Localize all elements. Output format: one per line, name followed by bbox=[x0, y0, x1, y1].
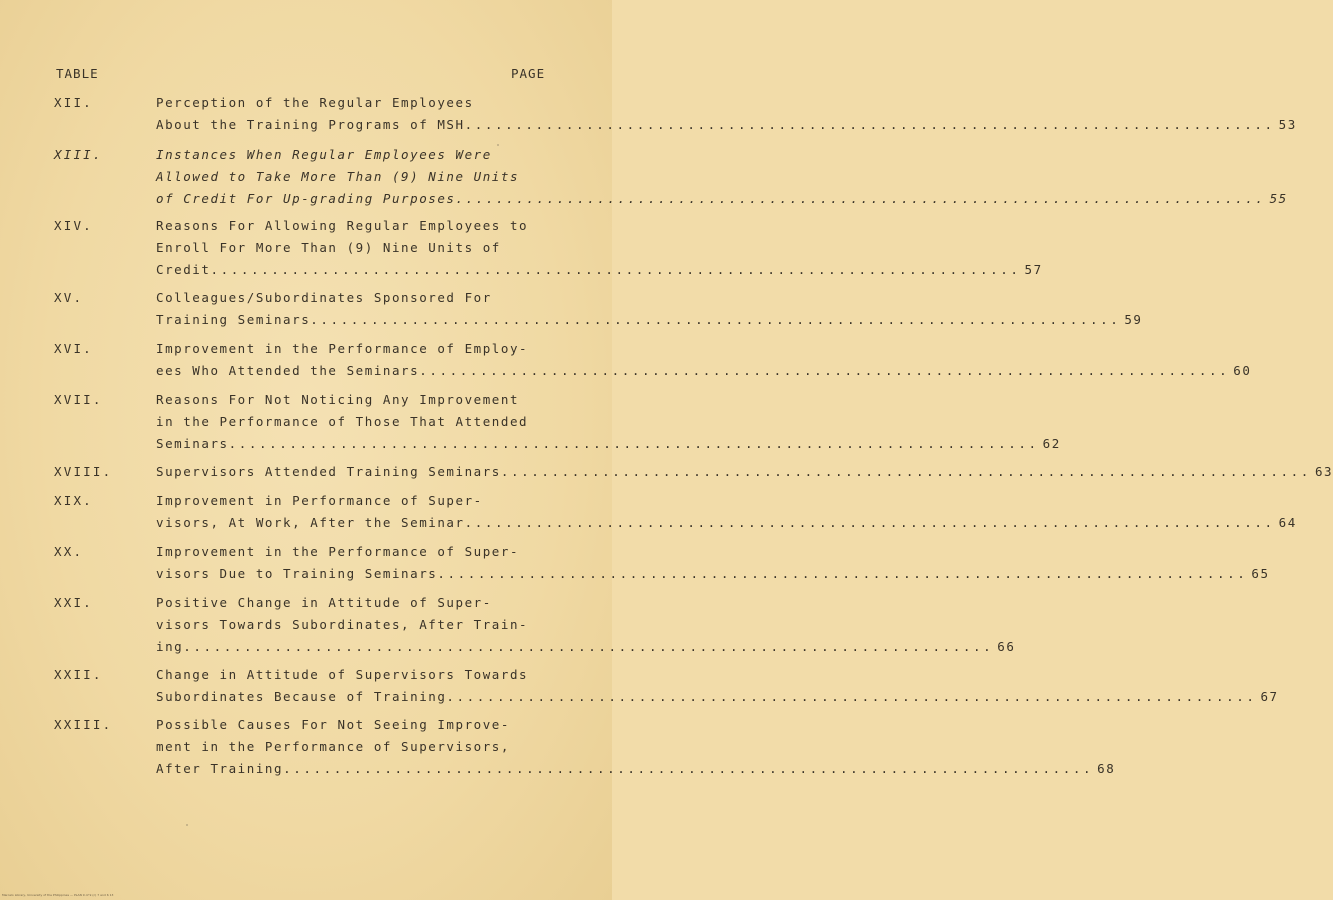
table-title bbox=[156, 592, 1016, 658]
page-number: 59 bbox=[1124, 312, 1143, 327]
table-number: XXI. bbox=[54, 595, 93, 610]
title-line: in the Performance of Those That Attended bbox=[156, 414, 529, 429]
title-last-line bbox=[156, 360, 1252, 382]
table-number: XVII. bbox=[54, 392, 103, 407]
dot-leader: ................................................................................ bbox=[210, 262, 1021, 277]
title-line: Seminars bbox=[156, 436, 229, 451]
title-line: Improvement in the Performance of Super- bbox=[156, 544, 520, 559]
title-line: Change in Attitude of Supervisors Towards bbox=[156, 667, 529, 682]
title-line: ing bbox=[156, 639, 184, 654]
title-line: Training Seminars bbox=[156, 312, 311, 327]
table-title bbox=[156, 714, 1116, 780]
title-last-line bbox=[156, 512, 1297, 534]
dot-leader: ................................................................................ bbox=[500, 464, 1311, 479]
title-line: Enroll For More Than (9) Nine Units of bbox=[156, 240, 501, 255]
table-number: XII. bbox=[54, 95, 93, 110]
title-line: Subordinates Because of Training bbox=[156, 689, 447, 704]
title-line: Colleagues/Subordinates Sponsored For bbox=[156, 290, 492, 305]
table-title bbox=[156, 287, 1143, 331]
title-line: visors Due to Training Seminars bbox=[156, 566, 438, 581]
column-header-page: PAGE bbox=[511, 66, 546, 81]
dot-leader: ................................................................................ bbox=[464, 117, 1275, 132]
title-last-line bbox=[156, 114, 1297, 136]
title-last-line bbox=[156, 259, 1043, 281]
column-header-table: TABLE bbox=[56, 66, 99, 81]
title-last-line bbox=[156, 563, 1270, 585]
title-last-line bbox=[156, 433, 1061, 455]
title-last-line bbox=[156, 309, 1143, 331]
title-line: Improvement in Performance of Super- bbox=[156, 493, 483, 508]
title-line: Improvement in the Performance of Employ- bbox=[156, 341, 529, 356]
title-line: Instances When Regular Employees Were bbox=[156, 147, 492, 162]
dot-leader: ................................................................................ bbox=[283, 761, 1094, 776]
title-line: Possible Causes For Not Seeing Improve- bbox=[156, 717, 510, 732]
scan-speck bbox=[497, 144, 499, 146]
table-title bbox=[156, 389, 1061, 455]
table-title bbox=[156, 92, 1297, 136]
page-number: 65 bbox=[1251, 566, 1270, 581]
table-title bbox=[156, 215, 1043, 281]
title-last-line bbox=[156, 686, 1279, 708]
page-number: 62 bbox=[1042, 436, 1061, 451]
dot-leader: ................................................................................ bbox=[455, 191, 1266, 206]
title-line: Perception of the Regular Employees bbox=[156, 95, 474, 110]
table-number: XXII. bbox=[54, 667, 103, 682]
title-line: ment in the Performance of Supervisors, bbox=[156, 739, 510, 754]
table-number: XVI. bbox=[54, 341, 93, 356]
title-line: Positive Change in Attitude of Super- bbox=[156, 595, 492, 610]
dot-leader: ................................................................................ bbox=[228, 436, 1039, 451]
title-line: Credit bbox=[156, 262, 211, 277]
scan-speck bbox=[186, 824, 188, 826]
table-title bbox=[156, 461, 1333, 483]
title-line: About the Training Programs of MSH bbox=[156, 117, 465, 132]
table-title bbox=[156, 338, 1252, 382]
page-number: 64 bbox=[1278, 515, 1297, 530]
title-line: ees Who Attended the Seminars bbox=[156, 363, 420, 378]
table-number: XIV. bbox=[54, 218, 93, 233]
title-last-line bbox=[156, 188, 1288, 210]
dot-leader: ................................................................................ bbox=[183, 639, 994, 654]
page-number: 68 bbox=[1097, 761, 1116, 776]
page-number: 63 bbox=[1314, 464, 1333, 479]
table-number: XIX. bbox=[54, 493, 93, 508]
table-number: XX. bbox=[54, 544, 84, 559]
title-line: Supervisors Attended Training Seminars bbox=[156, 464, 501, 479]
title-last-line bbox=[156, 461, 1333, 483]
page-number: 66 bbox=[997, 639, 1016, 654]
table-number: XIII. bbox=[54, 147, 103, 162]
table-title bbox=[156, 144, 1288, 210]
table-title bbox=[156, 541, 1270, 585]
table-number: XV. bbox=[54, 290, 84, 305]
title-line: Reasons For Allowing Regular Employees to bbox=[156, 218, 529, 233]
page-number: 55 bbox=[1269, 191, 1288, 206]
dot-leader: ................................................................................ bbox=[437, 566, 1248, 581]
title-line: visors, At Work, After the Seminar bbox=[156, 515, 465, 530]
title-line: Reasons For Not Noticing Any Improvement bbox=[156, 392, 520, 407]
page-number: 57 bbox=[1024, 262, 1043, 277]
table-number: XVIII. bbox=[54, 464, 113, 479]
dot-leader: ................................................................................ bbox=[446, 689, 1257, 704]
page-number: 67 bbox=[1260, 689, 1279, 704]
dot-leader: ................................................................................ bbox=[310, 312, 1121, 327]
title-line: Allowed to Take More Than (9) Nine Units bbox=[156, 169, 520, 184]
title-last-line bbox=[156, 758, 1116, 780]
table-title bbox=[156, 664, 1279, 708]
page-number: 60 bbox=[1233, 363, 1252, 378]
scan-footer: Marcelo Library, University of the Philippines — PLAN 9 of 9 (c) 7 and 6 13 bbox=[2, 893, 114, 897]
title-line: of Credit For Up-grading Purposes bbox=[156, 191, 456, 206]
table-number: XXIII. bbox=[54, 717, 113, 732]
title-line: visors Towards Subordinates, After Train- bbox=[156, 617, 529, 632]
table-title bbox=[156, 490, 1297, 534]
dot-leader: ................................................................................ bbox=[419, 363, 1230, 378]
title-line: After Training bbox=[156, 761, 284, 776]
title-last-line bbox=[156, 636, 1016, 658]
page-number: 53 bbox=[1278, 117, 1297, 132]
dot-leader: ................................................................................ bbox=[464, 515, 1275, 530]
